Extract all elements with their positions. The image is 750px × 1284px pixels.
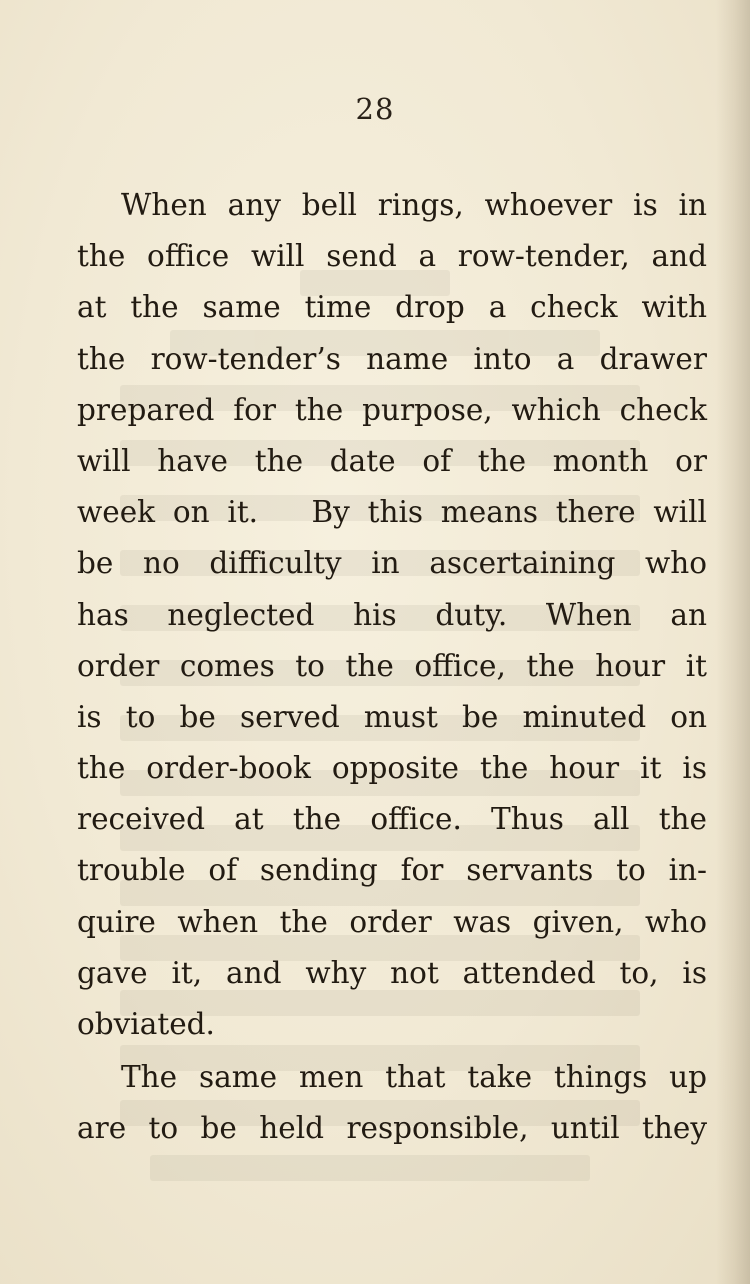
text-line: received at the office. Thus all the [77, 802, 707, 837]
text-line: are to be held responsible, until they [77, 1111, 707, 1146]
text-line: is to be served must be minuted on [77, 699, 707, 734]
text-line: trouble of sending for servants to in- [77, 853, 707, 888]
text-line: obviated. [77, 1007, 215, 1041]
text-line: the office will send a row-tender, and [77, 239, 707, 274]
gutter-shadow [716, 0, 750, 1284]
text-line: order comes to the office, the hour it [77, 648, 707, 683]
text-line: will have the date of the month or [77, 443, 707, 478]
text-line: The same men that take things up [121, 1060, 707, 1095]
text-line: week on it. By this means there will [77, 495, 707, 530]
text-line: gave it, and why not attended to, is [77, 955, 707, 990]
text-line: has neglected his duty. When an [77, 597, 707, 632]
text-line: prepared for the purpose, which check [77, 392, 707, 427]
text-line: the order-book opposite the hour it is [77, 751, 707, 786]
paragraph-2 [77, 1052, 707, 1154]
text-line: be no difficulty in ascertaining who [77, 546, 707, 581]
text-line: the row-tender’s name into a drawer [77, 341, 707, 376]
page-number: 28 [355, 92, 395, 126]
text-line: quire when the order was given, who [77, 904, 707, 939]
body-text [77, 180, 707, 1155]
paragraph-1 [77, 180, 707, 1050]
text-line: When any bell rings, whoever is in [121, 188, 707, 222]
text-line: at the same time drop a check with [77, 290, 707, 325]
